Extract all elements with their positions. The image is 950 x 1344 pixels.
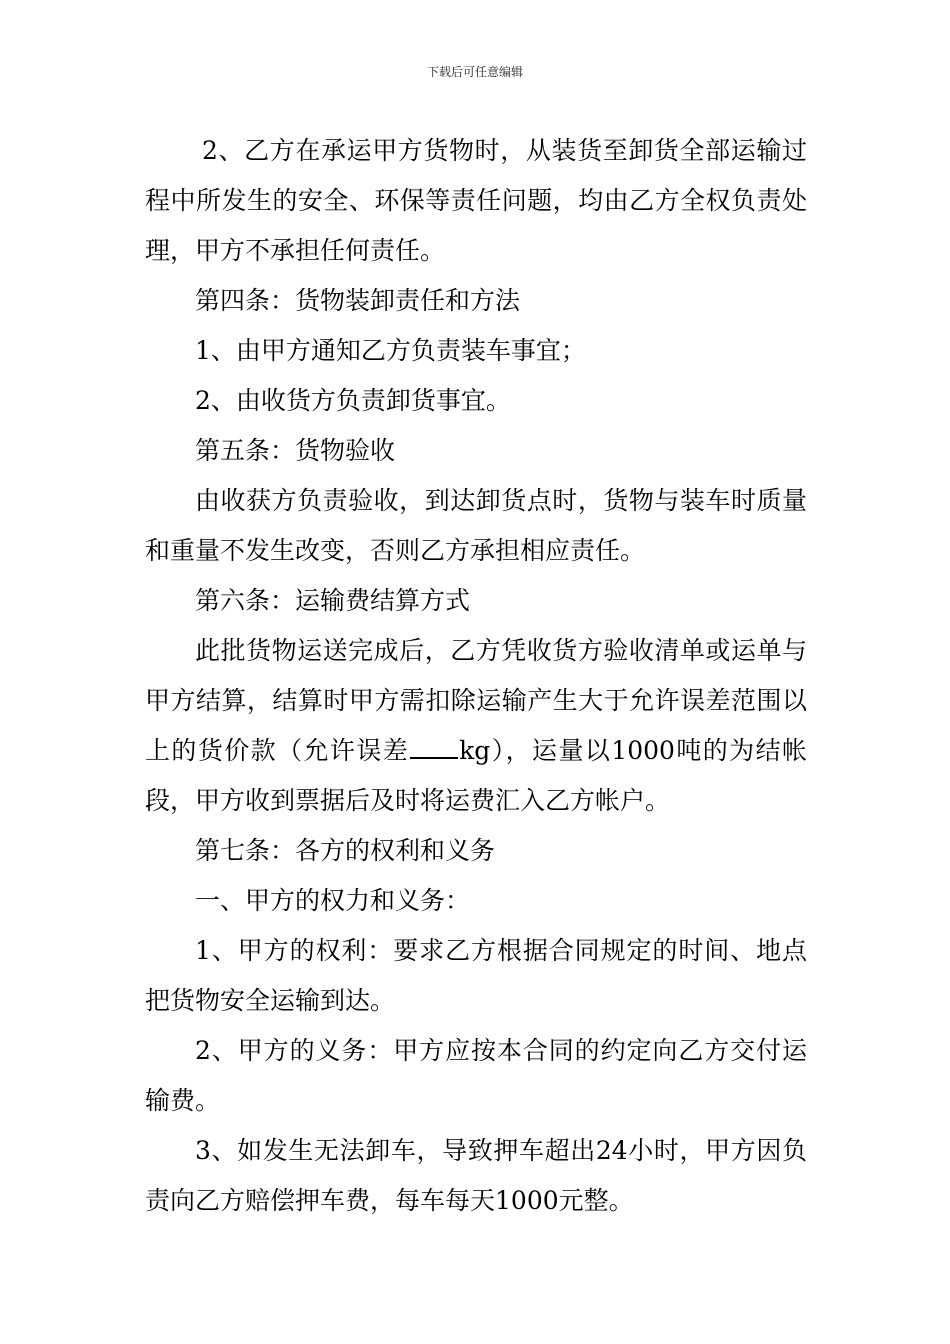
article-heading: 第四条：货物装卸责任和方法 <box>195 286 521 315</box>
article-heading: 第六条：运输费结算方式 <box>195 586 471 615</box>
settlement-text-before: 此批货物运送完成后，乙方凭收货方验收清单或运单与甲方结算，结算时甲方需扣除运输产生大于允许误差范围以上的货价款（允许误差 <box>145 636 807 765</box>
settlement-text-after: kg），运量以1000吨的为结帐段，甲方收到票据后及时将运费汇入乙方帐户。 <box>145 736 807 815</box>
clause-paragraph: 1、由甲方通知乙方负责装车事宜； <box>195 336 586 365</box>
page-header-note: 下载后可任意编辑 <box>426 65 523 79</box>
clause-paragraph: 由收获方负责验收，到达卸货点时，货物与装车时质量和重量不发生改变，否则乙方承担相应责任。 <box>145 486 807 565</box>
section-heading: 一、甲方的权力和义务： <box>195 886 471 915</box>
document-body <box>145 126 807 1226</box>
fill-in-blank <box>410 737 458 759</box>
article-heading: 第五条：货物验收 <box>195 436 396 465</box>
clause-paragraph: 2、由收货方负责卸货事宜。 <box>195 386 511 415</box>
settlement-paragraph <box>145 626 807 826</box>
clause-paragraph: 3、如发生无法卸车，导致押车超出24小时，甲方因负责向乙方赔偿押车费，每车每天1000元整。 <box>145 1136 807 1215</box>
article-heading: 第七条：各方的权利和义务 <box>195 836 496 865</box>
clause-paragraph: 1、甲方的权利：要求乙方根据合同规定的时间、地点把货物安全运输到达。 <box>145 936 807 1015</box>
clause-paragraph: 2、乙方在承运甲方货物时，从装货至卸货全部运输过程中所发生的安全、环保等责任问题，均由乙方全权负责处理，甲方不承担任何责任。 <box>145 136 807 265</box>
clause-paragraph: 2、甲方的义务：甲方应按本合同的约定向乙方交付运输费。 <box>145 1036 807 1115</box>
